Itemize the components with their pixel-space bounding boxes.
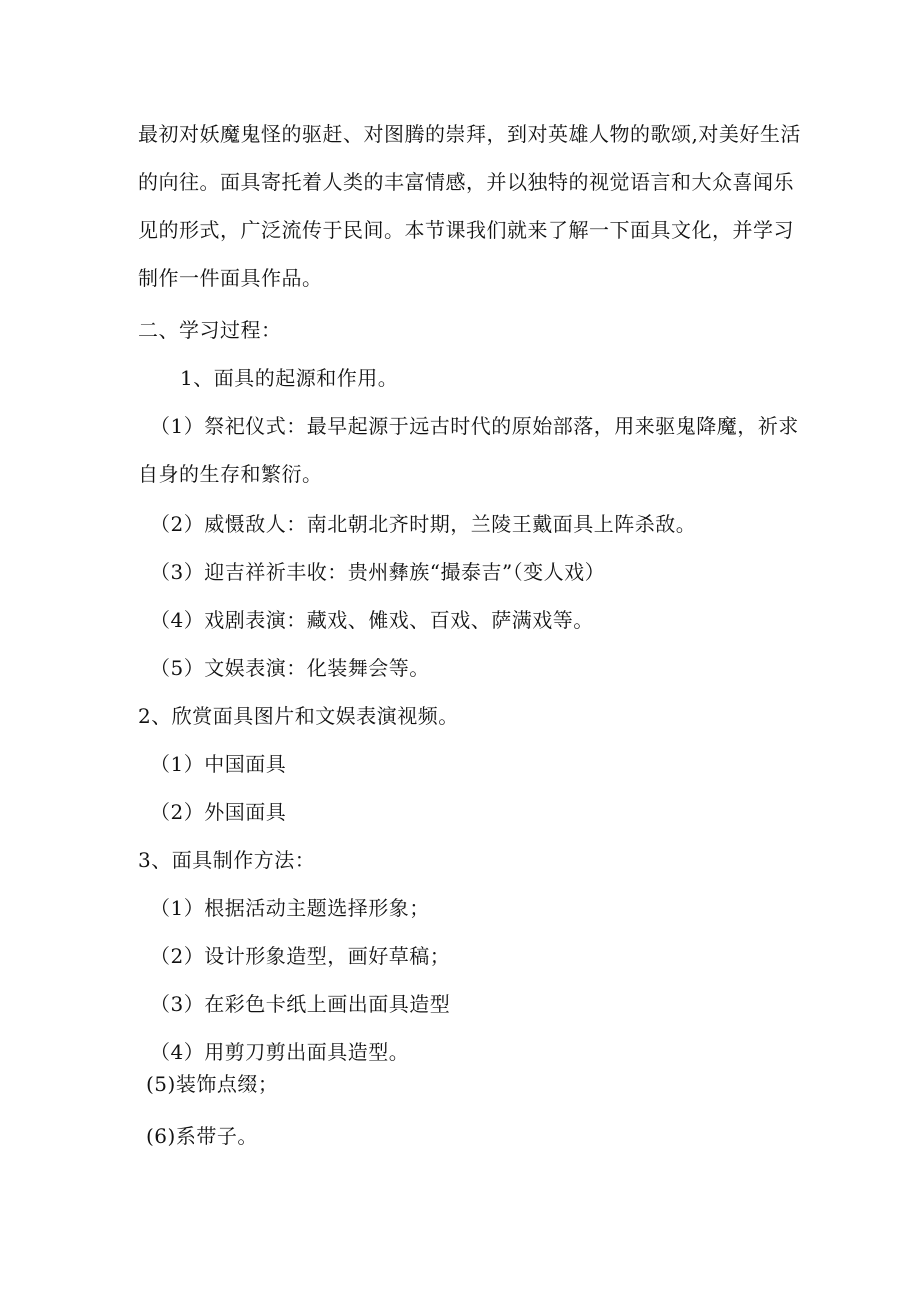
part3-item4: （4）用剪刀剪出面具造型。 [150, 1040, 410, 1064]
part1-item2: （2）威慑敌人：南北朝北齐时期，兰陵王戴面具上阵杀敌。 [150, 512, 697, 536]
part1-item4: （4）戏剧表演：藏戏、傩戏、百戏、萨满戏等。 [150, 608, 594, 632]
part3-heading: 3、面具制作方法： [138, 848, 316, 872]
part1-item1-line2: 自身的生存和繁衍。 [138, 462, 323, 486]
intro-line-3: 见的形式，广泛流传于民间。本节课我们就来了解一下面具文化，并学习 [138, 218, 794, 242]
part1-heading: 1、面具的起源和作用。 [180, 366, 399, 390]
part3-item1: （1）根据活动主题选择形象； [150, 896, 430, 920]
part1-item1-line1: （1）祭祀仪式：最早起源于远古时代的原始部落，用来驱鬼降魔，祈求 [150, 414, 799, 438]
part1-item5: （5）文娱表演：化装舞会等。 [150, 656, 430, 680]
part3-item2: （2）设计形象造型，画好草稿； [150, 944, 451, 968]
intro-line-4: 制作一件面具作品。 [138, 266, 323, 290]
intro-line-1: 最初对妖魔鬼怪的驱赶、对图腾的崇拜，到对英雄人物的歌颂,对美好生活 [138, 122, 801, 146]
part3-item3: （3）在彩色卡纸上画出面具造型 [150, 992, 451, 1016]
part3-item6: (6)系带子。 [146, 1124, 258, 1148]
part1-item3: （3）迎吉祥祈丰收：贵州彝族“撮泰吉”（变人戏） [150, 560, 606, 584]
section-heading: 二、学习过程： [138, 318, 282, 342]
part2-heading: 2、欣赏面具图片和文娱表演视频。 [138, 704, 459, 728]
part2-item1: （1）中国面具 [150, 752, 287, 776]
part3-item5: (5)装饰点缀； [146, 1072, 279, 1096]
intro-line-2: 的向往。面具寄托着人类的丰富情感，并以独特的视觉语言和大众喜闻乐 [138, 170, 794, 194]
part2-item2: （2）外国面具 [150, 800, 287, 824]
